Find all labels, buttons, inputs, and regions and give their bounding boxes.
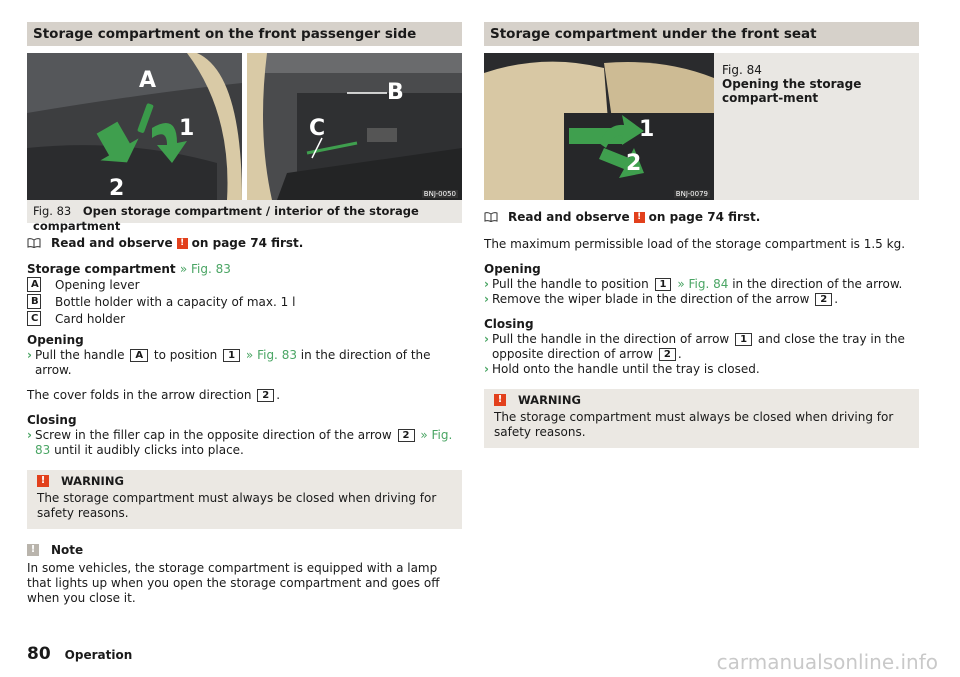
figure-label: C: [309, 116, 326, 141]
warning-icon: !: [177, 238, 188, 249]
legend-list: [27, 277, 462, 328]
warning-text: The storage compartment must always be closed when driving for safety reasons.: [37, 491, 437, 520]
right-column: [484, 22, 919, 448]
note-heading: ! Note: [27, 543, 462, 557]
dashboard-photo: [27, 53, 242, 200]
step-item: › Pull the handle A to position 1 » Fig. 83 in the direction of the arrow.: [27, 348, 431, 377]
warning-text: The storage compartment must always be closed when driving for safety reasons.: [494, 410, 894, 439]
figure-label: 1: [179, 116, 195, 141]
step-item: › Hold onto the handle until the tray is closed.: [484, 362, 760, 376]
figure-84: [484, 53, 919, 200]
max-load-text: The maximum permissible load of the storage compartment is 1.5 kg.: [484, 237, 906, 251]
warning-icon: !: [494, 394, 506, 406]
opening-heading: Opening: [27, 333, 84, 347]
note-text: In some vehicles, the storage compartment is equipped with a lamp that lights up when you open the storage compartment and goes off when you close it.: [27, 561, 440, 605]
glovebox-photo: [247, 53, 462, 200]
watermark: carmanualsonline.info: [716, 650, 938, 674]
section-title: Storage compartment under the front seat: [484, 22, 919, 46]
arrow-icon: ›: [27, 348, 32, 362]
left-column: [27, 22, 462, 606]
figure-caption: [27, 200, 462, 233]
page-footer: [27, 644, 132, 664]
figure-link[interactable]: » Fig. 84: [677, 277, 729, 291]
seat-photo: [484, 53, 714, 200]
arrow-icon: ›: [27, 428, 32, 442]
figure-label: 1: [639, 117, 655, 142]
image-code: BNJ-0079: [675, 190, 708, 198]
legend-item: B Bottle holder with a capacity of max. 1 l: [27, 294, 462, 311]
warning-icon: !: [37, 475, 49, 487]
figure-number: Fig. 83: [33, 204, 72, 218]
section-title: Storage compartment on the front passenger side: [27, 22, 462, 46]
figure-caption-text: Opening the storage compart-ment: [722, 77, 862, 105]
arrow-icon: ›: [484, 292, 489, 306]
step-item: › Screw in the filler cap in the opposite direction of the arrow 2 » Fig. 83 until it audibly clicks into place.: [27, 428, 453, 457]
opening-heading: Opening: [484, 262, 541, 276]
step-item: › Remove the wiper blade in the direction of the arrow 2 .: [484, 292, 839, 306]
figure-label: A: [139, 68, 157, 93]
warning-heading: ! WARNING: [37, 474, 452, 488]
figure-caption: [714, 53, 919, 200]
figure-83: [27, 53, 462, 200]
arrow-icon: ›: [484, 277, 489, 291]
figure-label: 2: [626, 151, 642, 176]
step-item: › Pull the handle in the direction of arrow 1 and close the tray in the opposite direction of arrow 2 .: [484, 332, 905, 361]
figure-caption-text: Open storage compartment / interior of the storage compartment: [33, 204, 419, 233]
warning-box: [484, 389, 919, 448]
closing-heading: Closing: [27, 413, 77, 427]
storage-heading: Storage compartment » Fig. 83: [27, 262, 231, 276]
book-icon: [27, 238, 41, 248]
image-code: BNJ-0050: [423, 190, 456, 198]
figure-link[interactable]: » Fig. 83: [34, 428, 453, 457]
book-icon: [484, 212, 498, 222]
figure-number: Fig. 84: [722, 63, 762, 77]
figure-link[interactable]: » Fig. 83: [245, 348, 297, 362]
cover-paragraph: The cover folds in the arrow direction 2 .: [27, 388, 281, 402]
arrow-icon: ›: [484, 332, 489, 346]
read-observe-note: Read and observe ! on page 74 first.: [484, 210, 919, 224]
arrow-icon: ›: [484, 362, 489, 376]
page-number: 80: [27, 644, 51, 664]
figure-label: 2: [109, 176, 125, 200]
figure-label: B: [387, 80, 404, 105]
warning-box: [27, 470, 462, 529]
warning-icon: !: [634, 212, 645, 223]
legend-item: C Card holder: [27, 311, 462, 328]
warning-heading: ! WARNING: [494, 393, 909, 407]
legend-item: A Opening lever: [27, 277, 462, 294]
read-observe-note: Read and observe ! on page 74 first.: [27, 236, 462, 250]
section-name: Operation: [64, 648, 133, 662]
figure-link[interactable]: » Fig. 83: [179, 262, 231, 276]
closing-heading: Closing: [484, 317, 534, 331]
note-icon: !: [27, 544, 39, 556]
step-item: › Pull the handle to position 1 » Fig. 84 in the direction of the arrow.: [484, 277, 903, 291]
